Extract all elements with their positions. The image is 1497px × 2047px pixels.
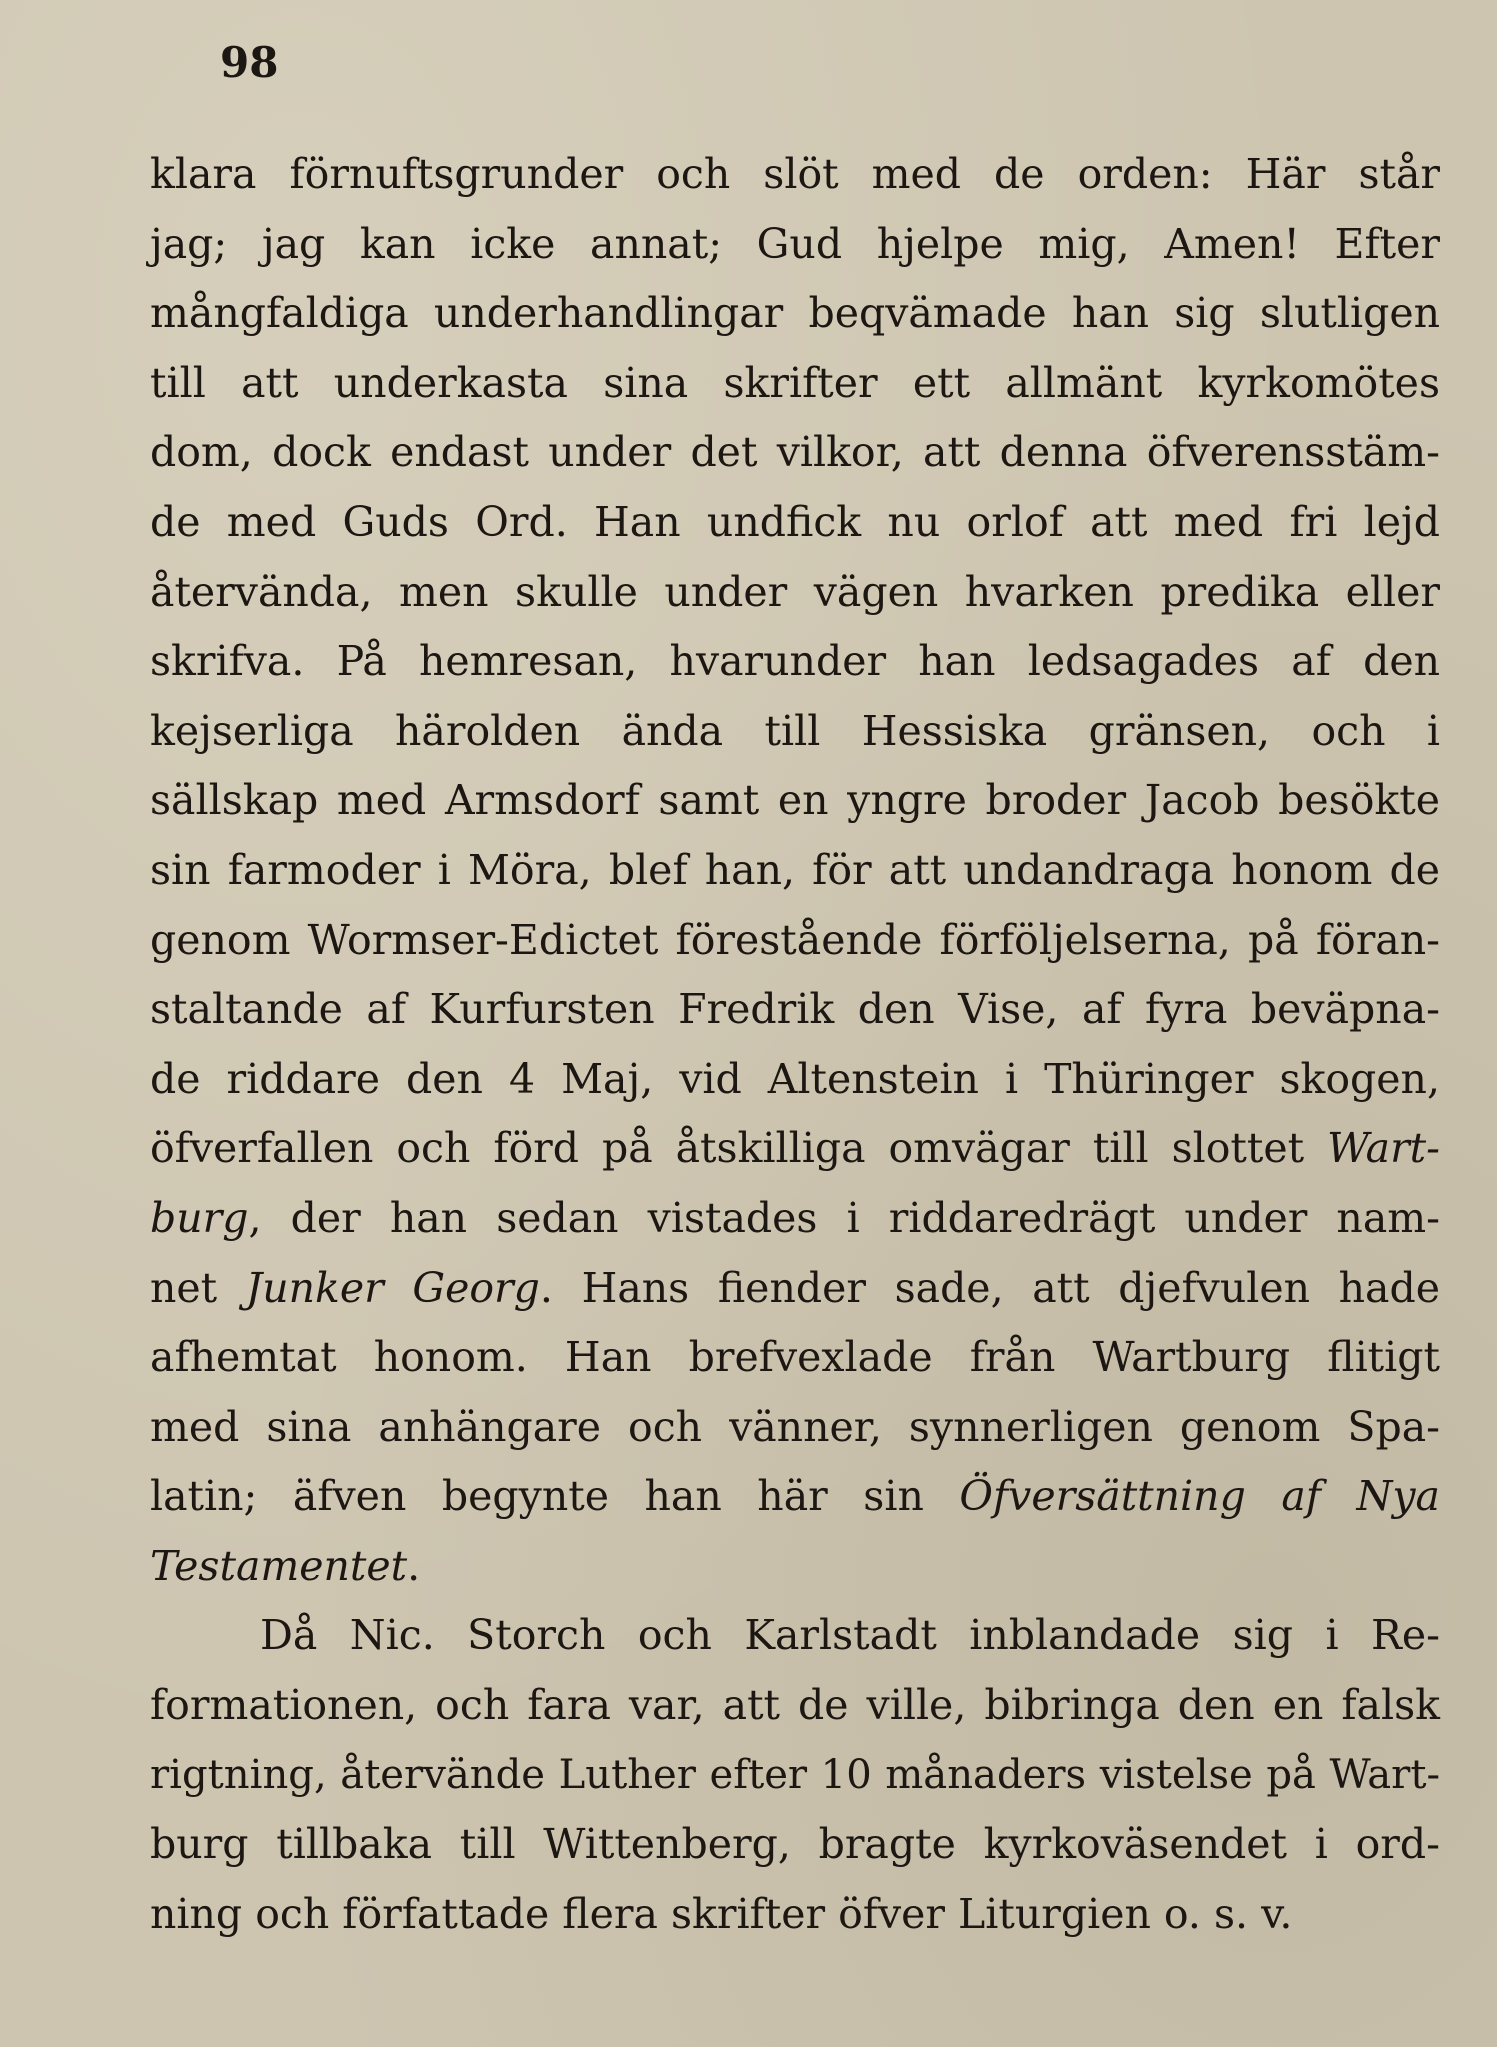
italic-run: Testamentet	[150, 1541, 408, 1590]
text-run: öfverfallen och förd på åtskilliga omvägar till slottet	[150, 1124, 1328, 1173]
text-run: net	[150, 1263, 246, 1312]
text-run: dom, dock endast under det vilkor, att denna öfverensstäm-	[150, 428, 1440, 477]
text-line	[150, 836, 1440, 906]
text-run: jag; jag kan icke annat; Gud hjelpe mig, Amen! Efter	[150, 219, 1440, 268]
text-run: med sina anhängare och vänner, synnerligen genom Spa-	[150, 1402, 1440, 1451]
text-line	[150, 488, 1440, 558]
text-line	[150, 1323, 1440, 1393]
text-run: burg tillbaka till Wittenberg, bragte kyrkoväsendet i ord-	[150, 1820, 1440, 1869]
text-line	[150, 906, 1440, 976]
text-line	[150, 1254, 1440, 1324]
italic-run: Wart-	[1327, 1124, 1440, 1173]
paragraph-end-line	[150, 1880, 1440, 1950]
body-text	[150, 140, 1440, 1949]
text-run: formationen, och fara var, att de ville, bibringa den en falsk	[150, 1681, 1440, 1730]
text-run: klara förnuftsgrunder och slöt med de orden: Här står	[150, 150, 1440, 198]
text-run: .	[407, 1541, 421, 1590]
text-line	[150, 697, 1440, 767]
text-run: skrifva. På hemresan, hvarunder han ledsagades af den	[150, 637, 1440, 686]
text-run: afhemtat honom. Han brefvexlade från Wartburg flitigt	[150, 1333, 1440, 1382]
text-line	[150, 140, 1440, 210]
text-line	[150, 279, 1440, 349]
italic-run: Öfversättning af Nya	[959, 1472, 1440, 1521]
text-run: Då Nic. Storch och Karlstadt inblandade sig i Re-	[260, 1611, 1440, 1660]
text-run: . Hans fiender sade, att djefvulen hade	[539, 1263, 1440, 1312]
text-run: sällskap med Armsdorf samt en yngre broder Jacob besökte	[150, 776, 1440, 825]
text-line	[150, 975, 1440, 1045]
text-line	[150, 1810, 1440, 1880]
text-line	[150, 558, 1440, 628]
text-line	[150, 418, 1440, 488]
text-run: återvända, men skulle under vägen hvarken predika eller	[150, 567, 1440, 616]
italic-run: burg	[150, 1193, 249, 1242]
text-line	[150, 210, 1440, 280]
text-line	[150, 1184, 1440, 1254]
paragraph-end-line	[150, 1532, 1440, 1602]
text-run: , der han sedan vistades i riddaredrägt under nam-	[248, 1193, 1440, 1242]
text-run: staltande af Kurfursten Fredrik den Vise, af fyra beväpna-	[150, 985, 1440, 1034]
text-line	[150, 1741, 1440, 1811]
text-line	[150, 1462, 1440, 1532]
text-run: till att underkasta sina skrifter ett allmänt kyrkomötes	[150, 358, 1440, 407]
text-run: de med Guds Ord. Han undfick nu orlof att med fri lejd	[150, 497, 1440, 546]
text-run: mångfaldiga underhandlingar beqvämade han sig slutligen	[150, 289, 1440, 338]
text-run: rigtning, återvände Luther efter 10 månaders vistelse på Wart-	[150, 1751, 1440, 1798]
page-number: 98	[220, 38, 279, 87]
text-run: ning och författade flera skrifter öfver Liturgien o. s. v.	[150, 1889, 1293, 1938]
paragraph-start-line	[150, 1601, 1440, 1671]
text-run: sin farmoder i Möra, blef han, för att undandraga honom de	[150, 845, 1440, 894]
text-line	[150, 1114, 1440, 1184]
italic-run: Junker Georg	[245, 1263, 540, 1312]
text-line	[150, 1045, 1440, 1115]
text-run: kejserliga härolden ända till Hessiska gränsen, och i	[150, 706, 1440, 755]
text-run: latin; äfven begynte han här sin	[150, 1472, 960, 1521]
text-line	[150, 1393, 1440, 1463]
text-line	[150, 766, 1440, 836]
text-run: genom Wormser-Edictet förestående förföljelserna, på föran-	[150, 915, 1440, 964]
text-run: de riddare den 4 Maj, vid Altenstein i Thüringer skogen,	[150, 1054, 1440, 1103]
text-line	[150, 1671, 1440, 1741]
text-line	[150, 627, 1440, 697]
text-line	[150, 349, 1440, 419]
